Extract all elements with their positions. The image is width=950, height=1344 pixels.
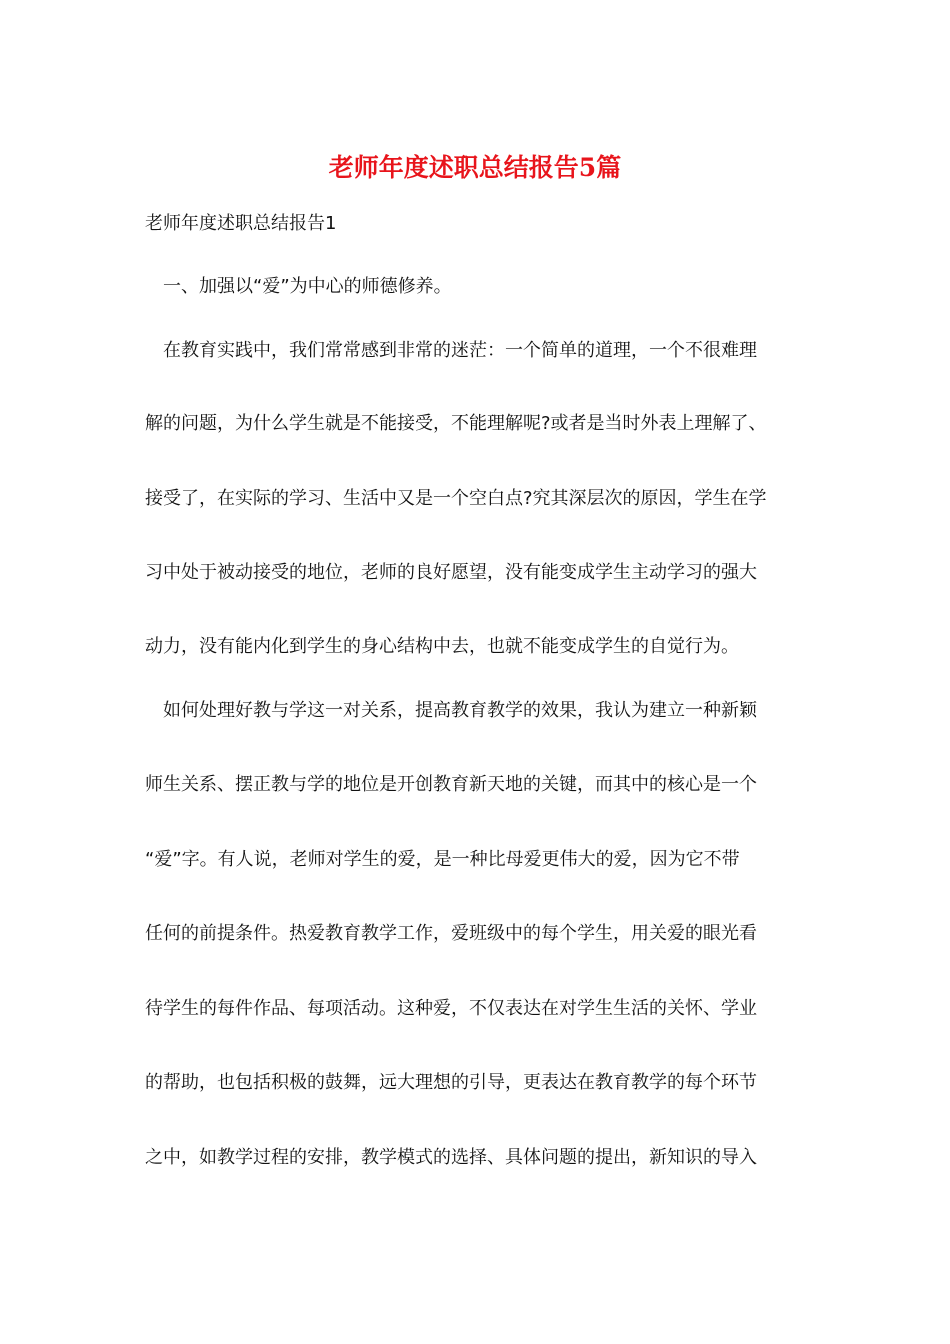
- section-heading: 一、加强以“爱”为中心的师德修养。: [163, 276, 452, 297]
- document-title: 老师年度述职总结报告5篇: [328, 153, 622, 182]
- paragraph-line: 师生关系、摆正教与学的地位是开创教育新天地的关键，而其中的核心是一个: [145, 774, 757, 795]
- paragraph-line: 如何处理好教与学这一对关系，提高教育教学的效果，我认为建立一种新颖: [163, 700, 757, 721]
- document-subtitle: 老师年度述职总结报告1: [145, 213, 337, 234]
- paragraph-line: 的帮助，也包括积极的鼓舞，远大理想的引导，更表达在教育教学的每个环节: [145, 1072, 757, 1093]
- paragraph-line: 任何的前提条件。热爱教育教学工作，爱班级中的每个学生，用关爱的眼光看: [145, 923, 757, 944]
- paragraph-line: 之中，如教学过程的安排，教学模式的选择、具体问题的提出，新知识的导入: [145, 1147, 757, 1168]
- paragraph-line: “爱”字。有人说，老师对学生的爱，是一种比母爱更伟大的爱，因为它不带: [145, 849, 740, 870]
- paragraph-line: 接受了，在实际的学习、生活中又是一个空白点?究其深层次的原因，学生在学: [145, 488, 767, 509]
- paragraph-line: 在教育实践中，我们常常感到非常的迷茫：一个简单的道理，一个不很难理: [163, 340, 757, 361]
- paragraph-line: 动力，没有能内化到学生的身心结构中去，也就不能变成学生的自觉行为。: [145, 636, 739, 657]
- paragraph-line: 解的问题，为什么学生就是不能接受，不能理解呢?或者是当时外表上理解了、: [145, 413, 767, 434]
- paragraph-line: 待学生的每件作品、每项活动。这种爱，不仅表达在对学生生活的关怀、学业: [145, 998, 757, 1019]
- paragraph-line: 习中处于被动接受的地位，老师的良好愿望，没有能变成学生主动学习的强大: [145, 562, 757, 583]
